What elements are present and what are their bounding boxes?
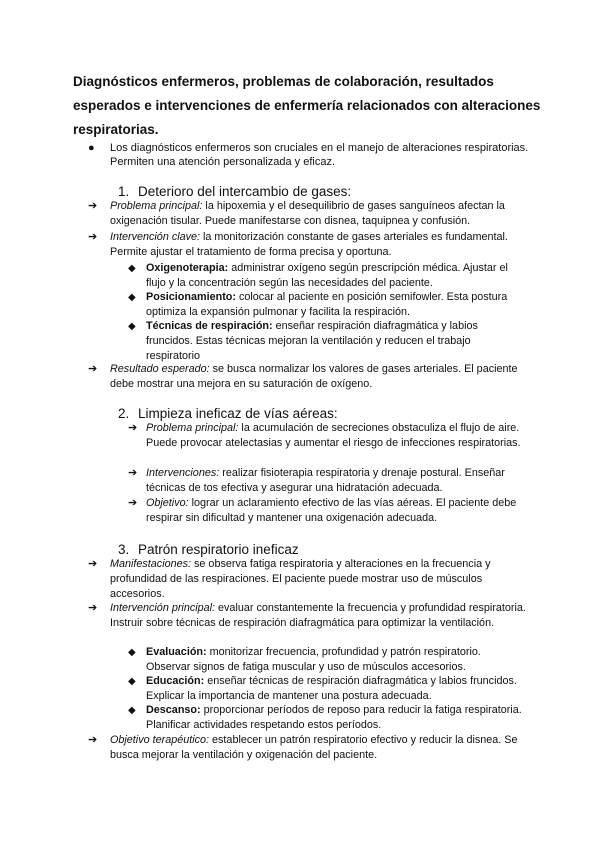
diamond-bullet-icon: ◆: [128, 292, 136, 303]
section-2-heading: 2. Limpieza ineficaz de vías aéreas:: [118, 406, 338, 421]
section-3-subitem: ◆ Educación: enseñar técnicas de respiración diafragmática y labios fruncidos. Explicar la importancia de mantener una postura adecuada.: [128, 675, 517, 702]
section-2-item: ➔ Problema principal: la acumulación de secreciones obstaculiza el flujo de aire. Puede provocar atelectasias y aumentar el riesgo de infecciones respiratorias.: [128, 422, 521, 449]
section-1-heading: 1. Deterioro del intercambio de gases:: [118, 184, 352, 199]
section-1-subitem: ◆ Posicionamiento: colocar al paciente en posición semifowler. Esta postura optimiza la expansión pulmonar y facilita la respiración.: [128, 291, 508, 318]
section-3-item: ➔ Intervención principal: evaluar constantemente la frecuencia y profundidad respiratoria. Instruir sobre técnicas de respiración diafragmática para optimizar la ventilación.: [88, 602, 526, 629]
diamond-bullet-icon: ◆: [128, 321, 136, 332]
diamond-bullet-icon: ◆: [128, 647, 136, 658]
bullet-icon: ●: [88, 142, 95, 154]
arrow-icon: ➔: [128, 422, 138, 434]
section-3-heading: 3. Patrón respiratorio ineficaz: [118, 542, 299, 557]
section-2-item: ➔ Intervenciones: realizar fisioterapia respiratoria y drenaje postural. Enseñar técnicas de tos efectiva y asegurar una hidratación adecuada.: [128, 467, 505, 494]
arrow-icon: ➔: [88, 363, 98, 375]
arrow-icon: ➔: [128, 497, 138, 509]
section-1-item: ➔ Problema principal: la hipoxemia y el desequilibrio de gases sanguíneos afectan la oxigenación tisular. Puede manifestarse con disnea, taquipnea y confusión.: [88, 200, 505, 227]
section-2-item: ➔ Objetivo: lograr un aclaramiento efectivo de las vías aéreas. El paciente debe respirar sin dificultad y mantener una oxigenación adecuada.: [128, 497, 517, 524]
section-3-subitem: ◆ Evaluación: monitorizar frecuencia, profundidad y patrón respiratorio. Observar signos de fatiga muscular y uso de músculos accesorios.: [128, 646, 481, 673]
intro-bullet-item: [88, 141, 538, 169]
section-1-subitem: ◆ Técnicas de respiración: enseñar respiración diafragmática y labios fruncidos. Estas técnicas mejoran la ventilación y reducen el trabajo respiratorio: [128, 320, 478, 362]
arrow-icon: ➔: [88, 602, 98, 614]
diamond-bullet-icon: ◆: [128, 705, 136, 716]
section-1-result: ➔ Resultado esperado: se busca normalizar los valores de gases arteriales. El paciente debe mostrar una mejora en su saturación de oxígeno.: [88, 363, 518, 390]
document-title: Diagnósticos enfermeros, problemas de colaboración, resultados esperados e intervenciones de enfermería relacionados con alteraciones respiratorias.: [73, 74, 541, 137]
arrow-icon: ➔: [88, 558, 98, 570]
intro-text: Los diagnósticos enfermeros son cruciales en el manejo de alteraciones respiratorias. Permiten una atención personalizada y eficaz.: [110, 142, 529, 168]
arrow-icon: ➔: [128, 467, 138, 479]
arrow-icon: ➔: [88, 734, 98, 746]
section-1-item: ➔ Intervención clave: la monitorización constante de gases arteriales es fundamental. Permite ajustar el tratamiento de forma precisa y oportuna.: [88, 231, 508, 258]
section-3-result: ➔ Objetivo terapéutico: establecer un patrón respiratorio efectivo y reducir la disnea. Se busca mejorar la ventilación y oxigenación del paciente.: [88, 734, 518, 761]
section-3-subitem: ◆ Descanso: proporcionar períodos de reposo para reducir la fatiga respiratoria. Planificar actividades respetando estos períodos.: [128, 704, 522, 731]
diamond-bullet-icon: ◆: [128, 263, 136, 274]
arrow-icon: ➔: [88, 200, 98, 212]
arrow-icon: ➔: [88, 231, 98, 243]
diamond-bullet-icon: ◆: [128, 676, 136, 687]
section-3-item: ➔ Manifestaciones: se observa fatiga respiratoria y alteraciones en la frecuencia y profundidad de las respiraciones. El paciente puede mostrar uso de músculos accesorios.: [88, 558, 491, 600]
section-1-subitem: ◆ Oxigenoterapia: administrar oxígeno según prescripción médica. Ajustar el flujo y la concentración según las necesidades del paciente.: [128, 262, 508, 289]
